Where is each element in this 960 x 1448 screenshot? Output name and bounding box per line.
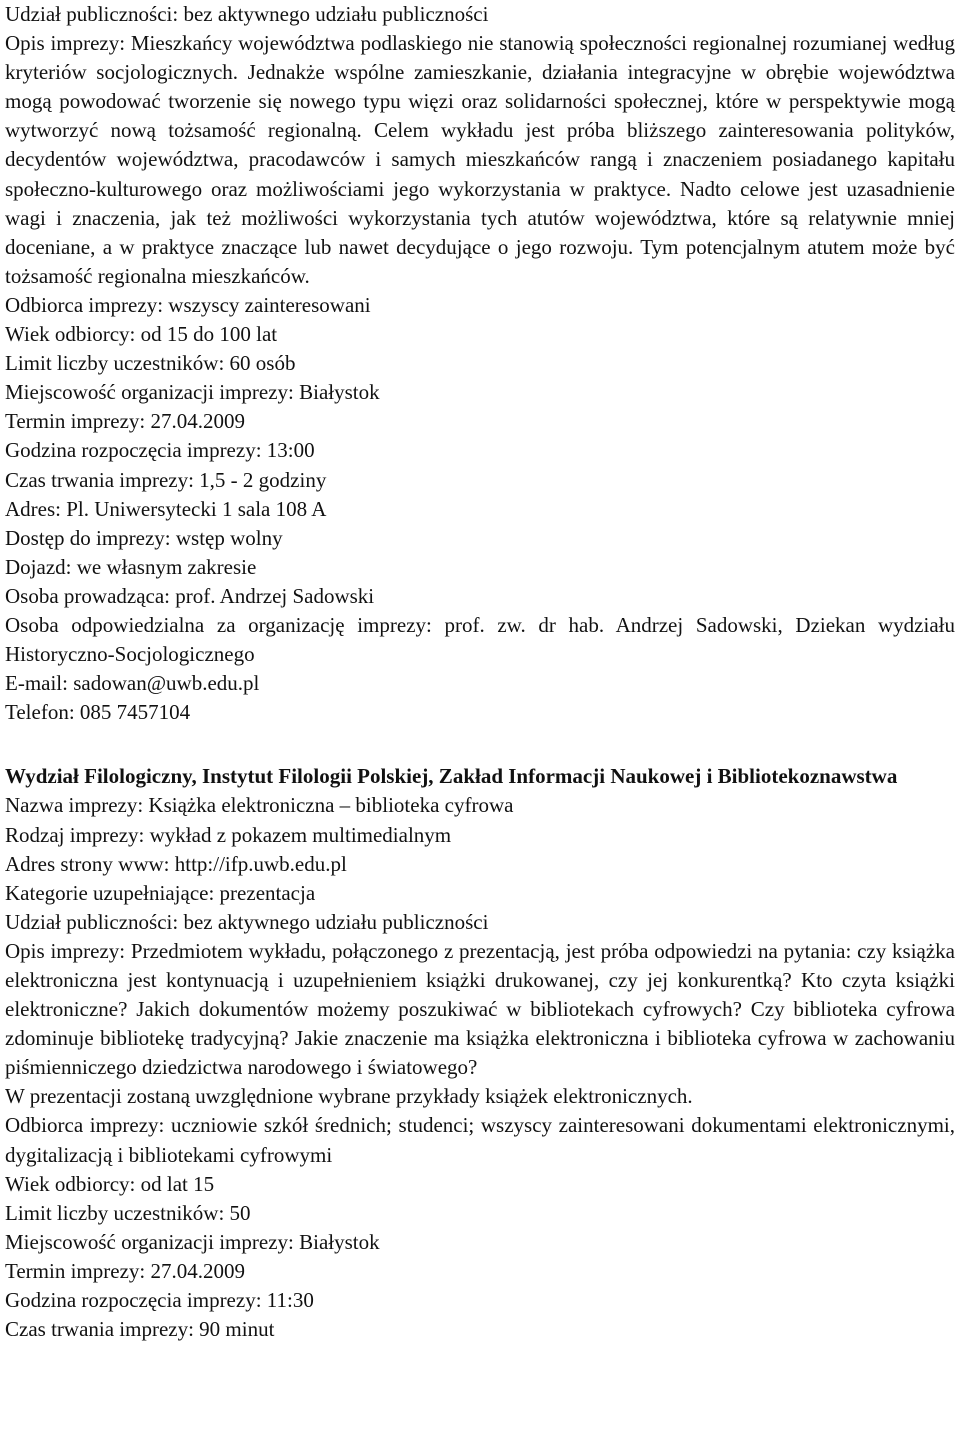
age-line: Wiek odbiorcy: od lat 15 <box>5 1171 215 1196</box>
date-line: Termin imprezy: 27.04.2009 <box>5 1258 245 1283</box>
limit-line: Limit liczby uczestników: 60 osób <box>5 351 296 376</box>
age-line: Wiek odbiorcy: od 15 do 100 lat <box>5 322 278 347</box>
email-line: E-mail: sadowan@uwb.edu.pl <box>5 671 260 696</box>
travel-line: Dojazd: we własnym zakresie <box>5 554 257 579</box>
website-line: Adres strony www: http://ifp.uwb.edu.pl <box>5 851 347 876</box>
access-line: Dostęp do imprezy: wstęp wolny <box>5 525 283 550</box>
event-description: Opis imprezy: Mieszkańcy województwa podlaskiego nie stanowią społeczności regionalnej rozumianej według kryteriów socjologicznych. Jednakże wspólne zamieszkanie, działania integracyjne w obrębie województwa mogą powodować tworzenie się nowego typu więzi oraz solidarności społecznej, które w perspektywie mogą wytworzyć nową tożsamość regionalną. Celem wykładu jest próba bliższego zainteresowania polityków, decydentów województwa, pracodawców i samych mieszkańców rangą i znaczeniem posiadanego kapitału społeczno-kulturowego oraz możliwościami jego wykorzystania w praktyce. Nadto celowe jest uzasadnienie wagi i znaczenia, jak też możliwości wykorzystania tych atutów województwa, które są relatywnie mniej doceniane, a w praktyce znaczące lub nawet decydujące o jego rozwoju. Tym potencjalnym atutem może być tożsamość regionalna mieszkańców. <box>5 31 955 288</box>
event-2-section <box>5 762 955 1344</box>
audience-line: Odbiorca imprezy: wszyscy zainteresowani <box>5 292 371 317</box>
event-1-section <box>5 0 955 727</box>
department-heading: Wydział Filologiczny, Instytut Filologii Polskiej, Zakład Informacji Naukowej i Bibliotekoznawstwa <box>5 764 898 789</box>
duration-line: Czas trwania imprezy: 1,5 - 2 godziny <box>5 467 327 492</box>
place-line: Miejscowość organizacji imprezy: Białystok <box>5 1229 380 1254</box>
phone-line: Telefon: 085 7457104 <box>5 700 191 725</box>
participation-line: Udział publiczności: bez aktywnego udziału publiczności <box>5 2 489 26</box>
participation-line: Udział publiczności: bez aktywnego udziału publiczności <box>5 909 489 934</box>
duration-line: Czas trwania imprezy: 90 minut <box>5 1317 275 1342</box>
start-time-line: Godzina rozpoczęcia imprezy: 11:30 <box>5 1288 314 1313</box>
responsible-person: Osoba odpowiedzialna za organizację imprezy: prof. zw. dr hab. Andrzej Sadowski, Dziekan wydziału Historyczno-Socjologicznego <box>5 612 955 667</box>
address-line: Adres: Pl. Uniwersytecki 1 sala 108 A <box>5 496 327 521</box>
event-description: Opis imprezy: Przedmiotem wykładu, połączonego z prezentacją, jest próba odpowiedzi na pytania: czy książka elektroniczna jest kontynuacją i uzupełnieniem książki drukowanej, czy jej konkurentką? Kto czyta książki elektroniczne? Jakich dokumentów możemy poszukiwać w bibliotekach cyfrowych? Czy biblioteka cyfrowa zdominuje bibliotekę tradycyjną? Jakie znaczenie ma książka elektroniczna i biblioteka cyfrowa w zachowaniu piśmienniczego dziedzictwa narodowego i światowego? <box>5 938 955 1080</box>
date-line: Termin imprezy: 27.04.2009 <box>5 409 245 434</box>
event-type-line: Rodzaj imprezy: wykład z pokazem multimedialnym <box>5 822 452 847</box>
place-line: Miejscowość organizacji imprezy: Białystok <box>5 380 380 405</box>
audience-line: Odbiorca imprezy: uczniowie szkół średnich; studenci; wszyscy zainteresowani dokumentami elektronicznymi, dygitalizacją i bibliotekami cyfrowymi <box>5 1113 955 1167</box>
host-line: Osoba prowadząca: prof. Andrzej Sadowski <box>5 583 375 608</box>
limit-line: Limit liczby uczestników: 50 <box>5 1200 251 1225</box>
categories-line: Kategorie uzupełniające: prezentacja <box>5 880 316 905</box>
section-spacer <box>5 727 955 762</box>
presentation-note: W prezentacji zostaną uwzględnione wybrane przykłady książek elektronicznych. <box>5 1084 693 1109</box>
start-time-line: Godzina rozpoczęcia imprezy: 13:00 <box>5 438 315 463</box>
event-name-line: Nazwa imprezy: Książka elektroniczna – biblioteka cyfrowa <box>5 793 514 818</box>
